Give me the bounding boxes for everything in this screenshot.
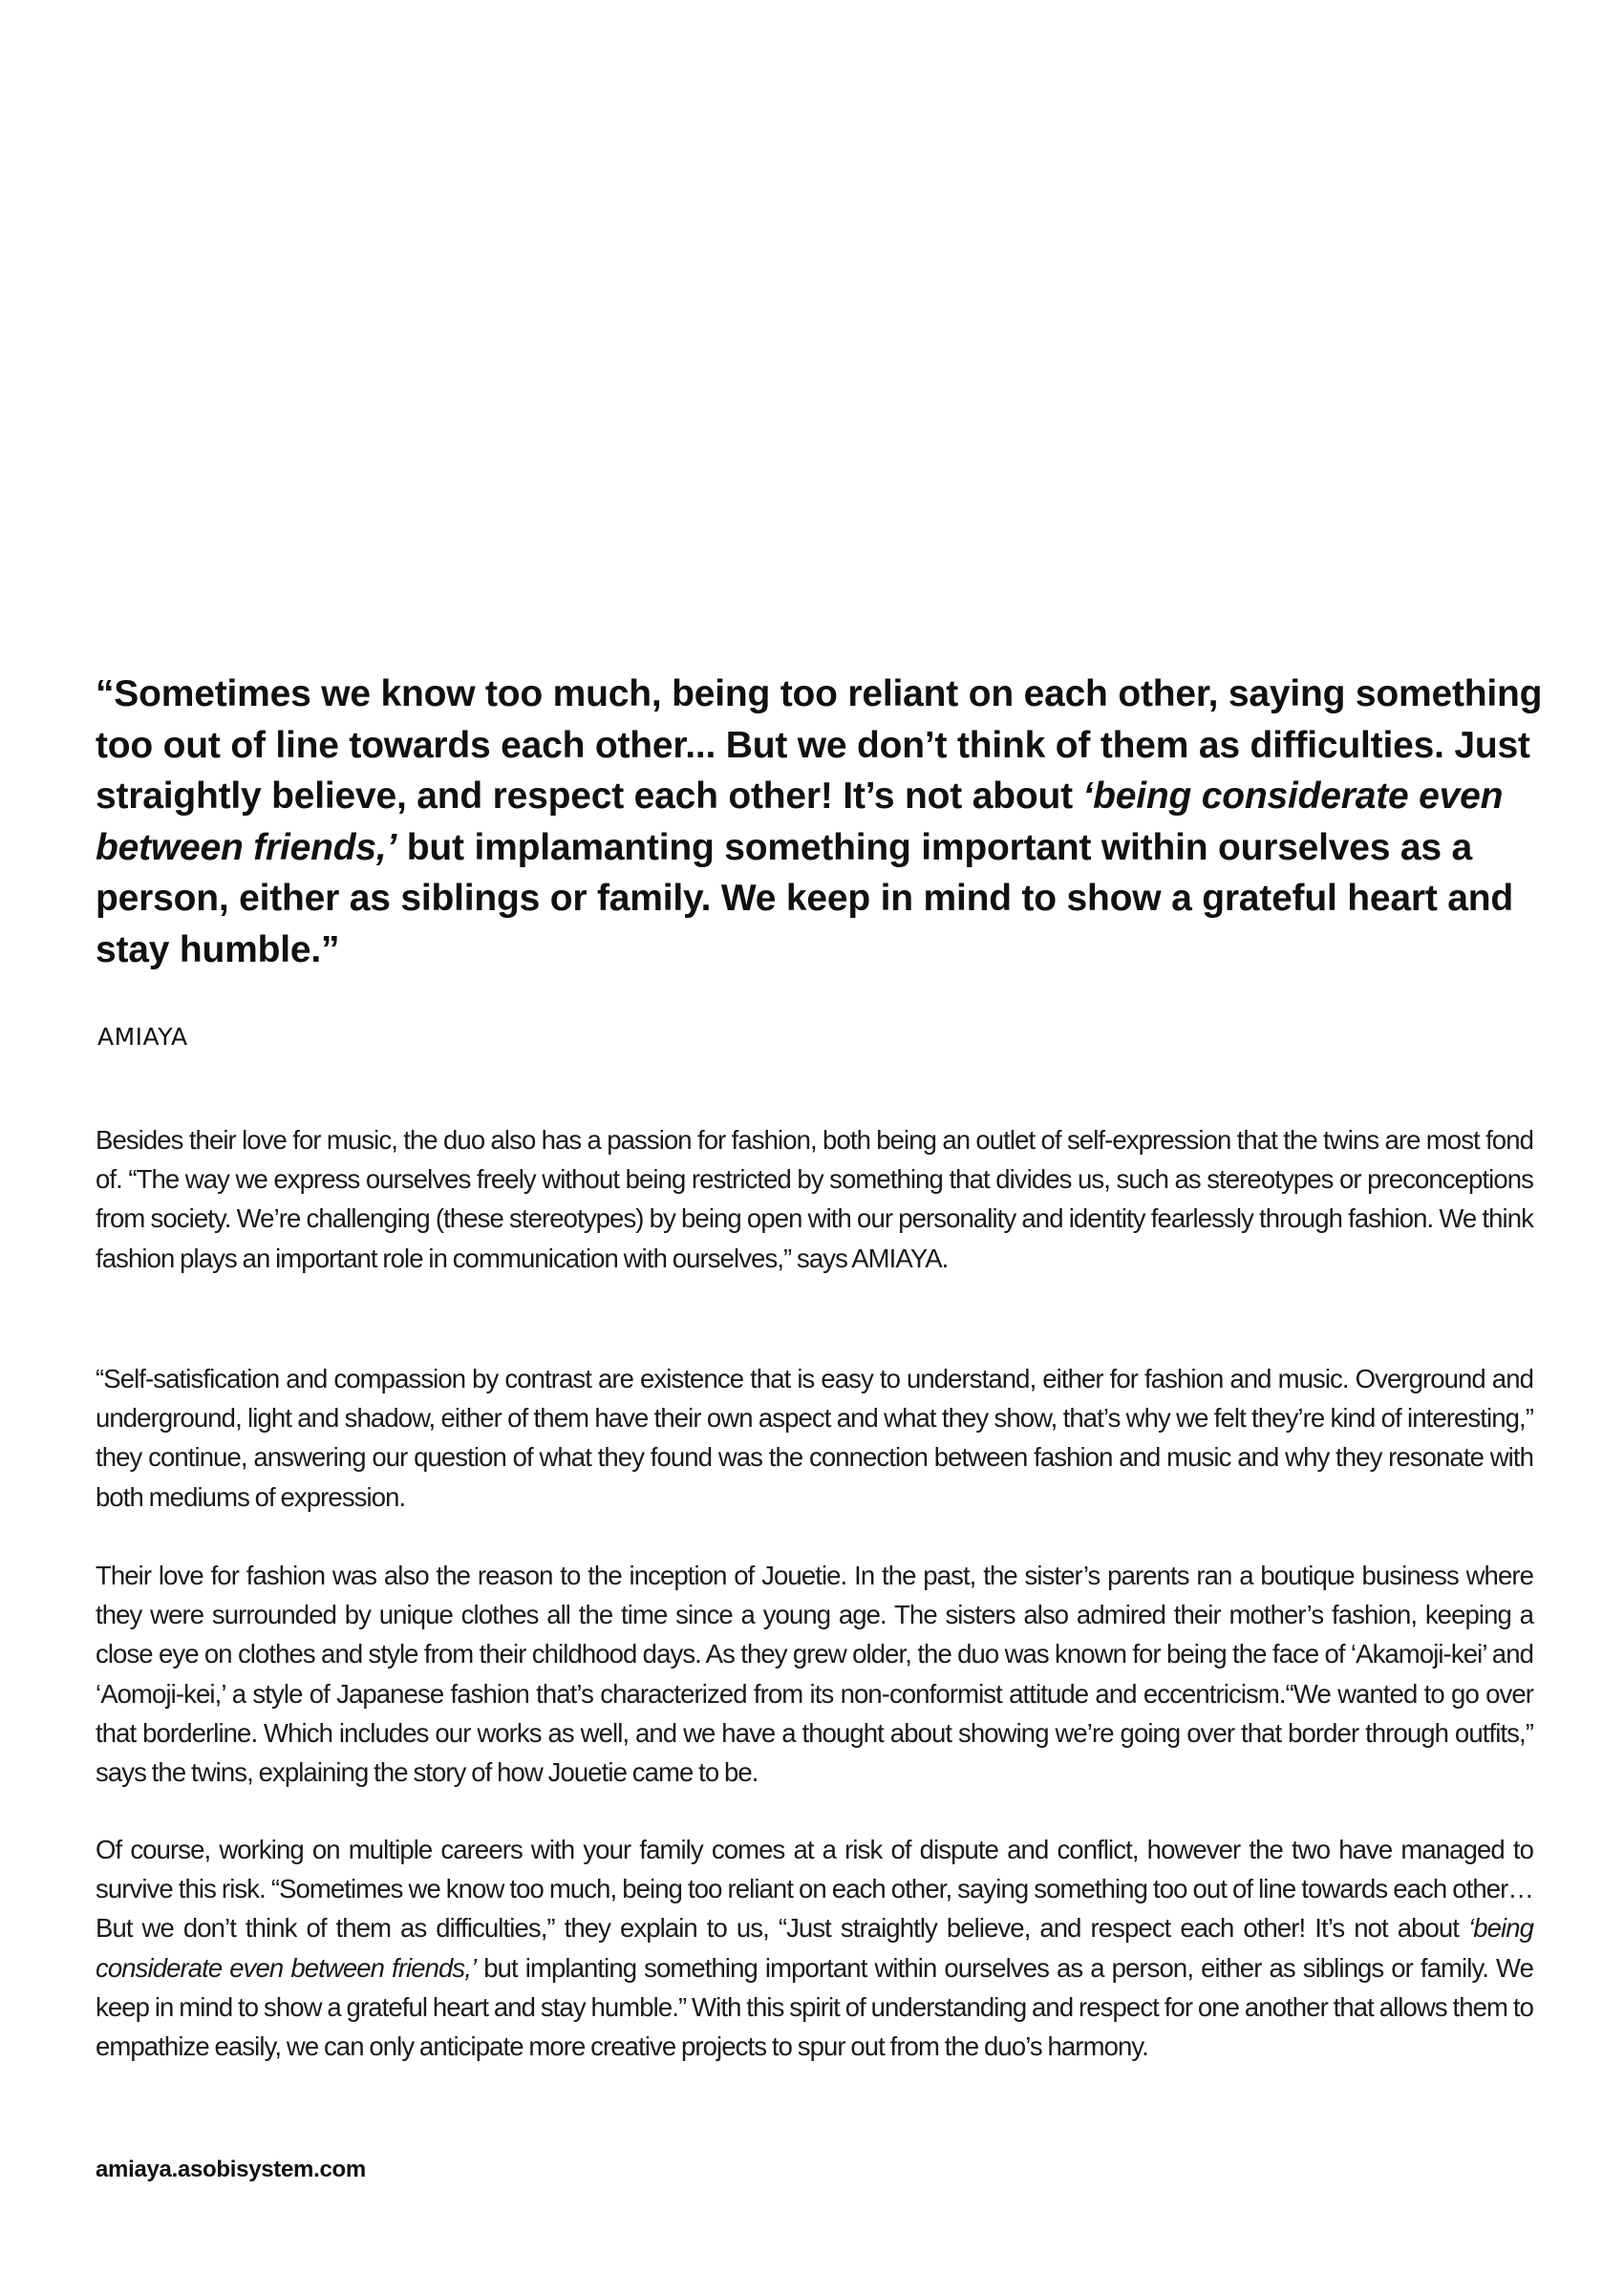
body-paragraph-3: Their love for fashion was also the reason to the inception of Jouetie. In the past, the sister’s parents ran a boutique business where they were surrounded by unique clothes all the time since a young age. The sisters also admired their mother’s fashion, keeping a close eye on clothes and style from their childhood days. As they grew older, the duo was known for being the face of ‘Akamoji-kei’ and ‘Aomoji-kei,’ a style of Japanese fashion that’s characterized from its non-conformist attitude and eccentricism.“We wanted to go over that borderline. Which includes our works as well, and we have a thought about showing we’re going over that border through outfits,” says the twins, explaining the story of how Jouetie came to be.	[96, 1561, 1533, 1788]
body-paragraph-4	[96, 1830, 1533, 2066]
website-url: amiaya.asobisystem.com	[96, 2157, 366, 2182]
body-paragraph-1: Besides their love for music, the duo also has a passion for fashion, both being an outlet of self-expression that the twins are most fond of. “The way we express ourselves freely without being restricted by something that divides us, such as stereotypes or preconceptions from society. We’re challenging (these stereotypes) by being open with our personality and identity fearlessly through fashion. We think fashion plays an important role in communication with ourselves,” says AMIAYA.	[96, 1125, 1533, 1273]
pull-quote-emphasis: ‘being considerate even between friends,’	[96, 776, 1504, 868]
pull-quote-text-start: “Sometimes we know too much, being too reliant on each other, saying something too out of line towards each other... But we don’t think of them as difficulties. Just straightly believe, and respect each other! It’s not about	[96, 673, 1543, 818]
pull-quote-text-end: but implamanting something important within ourselves as a person, either as siblings or family. We keep in mind to show a grateful heart and stay humble.”	[96, 826, 1513, 970]
body-paragraph-4-start: Of course, working on multiple careers with your family comes at a risk of dispute and conflict, however the two have managed to survive this risk. “Sometimes we know too much, being too reliant on each other, saying something too out of line towards each other… But we don’t think of them as difficulties,” they explain to us, “Just straightly believe, and respect each other! It’s not about	[96, 1835, 1533, 1944]
body-paragraph-4-emphasis: ‘being considerate even between friends,’	[96, 1913, 1533, 1983]
quote-attribution: AMIAYA	[97, 1023, 188, 1051]
body-paragraph-4-end: but implanting something important within ourselves as a person, either as siblings or family. We keep in mind to show a grateful heart and stay humble.” With this spirit of understanding and respect for one another that allows them to empathize easily, we can only anticipate more creative projects to spur out from the duo’s harmony.	[96, 1952, 1533, 2062]
body-paragraph-2: “Self-satisfication and compassion by contrast are existence that is easy to understand, either for fashion and music. Overground and underground, light and shadow, either of them have their own aspect and what they show, that’s why we felt they’re kind of interesting,” they continue, answering our question of what they found was the connection between fashion and music and why they resonate with both mediums of expression.	[96, 1364, 1533, 1512]
pull-quote	[96, 669, 1548, 976]
